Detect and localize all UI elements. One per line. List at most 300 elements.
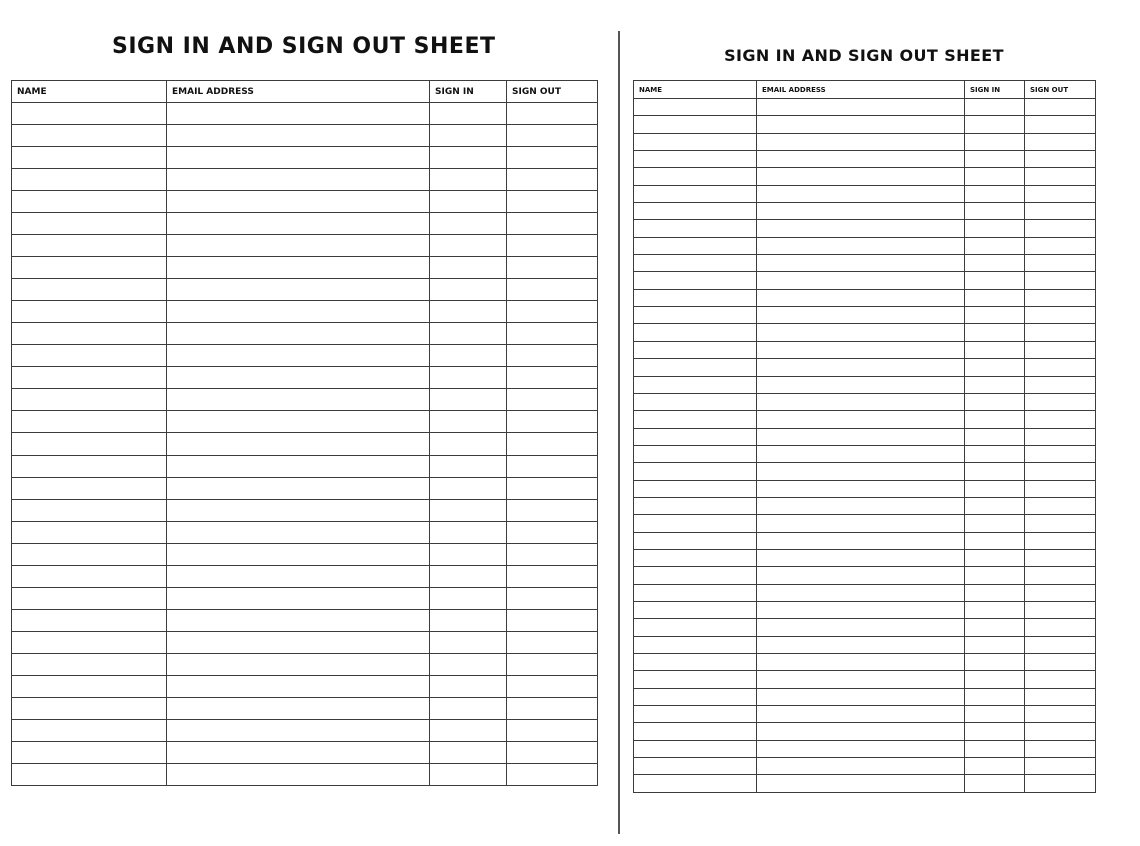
left-cell-email-address[interactable]: [167, 631, 430, 653]
right-cell-sign-in[interactable]: [965, 480, 1025, 497]
right-cell-email-address[interactable]: [757, 307, 965, 324]
left-cell-sign-out[interactable]: [507, 411, 598, 433]
left-cell-sign-in[interactable]: [430, 653, 507, 675]
right-cell-name[interactable]: [634, 567, 757, 584]
left-cell-sign-in[interactable]: [430, 455, 507, 477]
left-cell-name[interactable]: [12, 103, 167, 125]
left-cell-name[interactable]: [12, 763, 167, 785]
right-cell-sign-out[interactable]: [1025, 601, 1096, 618]
right-cell-sign-in[interactable]: [965, 497, 1025, 514]
right-cell-email-address[interactable]: [757, 654, 965, 671]
right-cell-email-address[interactable]: [757, 584, 965, 601]
right-cell-name[interactable]: [634, 549, 757, 566]
left-cell-email-address[interactable]: [167, 499, 430, 521]
right-cell-sign-out[interactable]: [1025, 116, 1096, 133]
right-cell-sign-in[interactable]: [965, 463, 1025, 480]
right-cell-sign-in[interactable]: [965, 168, 1025, 185]
left-cell-sign-in[interactable]: [430, 169, 507, 191]
left-cell-name[interactable]: [12, 301, 167, 323]
right-cell-email-address[interactable]: [757, 706, 965, 723]
right-cell-sign-out[interactable]: [1025, 480, 1096, 497]
right-cell-email-address[interactable]: [757, 567, 965, 584]
left-cell-name[interactable]: [12, 741, 167, 763]
right-cell-name[interactable]: [634, 307, 757, 324]
right-cell-email-address[interactable]: [757, 324, 965, 341]
right-cell-sign-out[interactable]: [1025, 220, 1096, 237]
left-cell-name[interactable]: [12, 279, 167, 301]
left-cell-sign-in[interactable]: [430, 235, 507, 257]
left-cell-email-address[interactable]: [167, 191, 430, 213]
left-cell-sign-out[interactable]: [507, 477, 598, 499]
right-cell-email-address[interactable]: [757, 740, 965, 757]
left-cell-name[interactable]: [12, 543, 167, 565]
right-cell-email-address[interactable]: [757, 601, 965, 618]
left-cell-email-address[interactable]: [167, 587, 430, 609]
right-cell-email-address[interactable]: [757, 688, 965, 705]
left-cell-sign-in[interactable]: [430, 609, 507, 631]
left-cell-email-address[interactable]: [167, 741, 430, 763]
right-cell-email-address[interactable]: [757, 428, 965, 445]
right-cell-name[interactable]: [634, 220, 757, 237]
left-cell-sign-in[interactable]: [430, 477, 507, 499]
left-cell-sign-out[interactable]: [507, 697, 598, 719]
right-cell-sign-in[interactable]: [965, 515, 1025, 532]
right-cell-name[interactable]: [634, 359, 757, 376]
left-cell-sign-out[interactable]: [507, 323, 598, 345]
right-cell-sign-in[interactable]: [965, 289, 1025, 306]
right-cell-sign-out[interactable]: [1025, 740, 1096, 757]
left-cell-sign-in[interactable]: [430, 741, 507, 763]
left-cell-sign-out[interactable]: [507, 499, 598, 521]
right-cell-sign-out[interactable]: [1025, 515, 1096, 532]
right-cell-email-address[interactable]: [757, 532, 965, 549]
right-cell-sign-out[interactable]: [1025, 428, 1096, 445]
left-table-row: [12, 235, 598, 257]
left-cell-email-address[interactable]: [167, 323, 430, 345]
right-cell-sign-in[interactable]: [965, 116, 1025, 133]
left-cell-email-address[interactable]: [167, 609, 430, 631]
right-cell-sign-in[interactable]: [965, 671, 1025, 688]
left-cell-sign-out[interactable]: [507, 191, 598, 213]
left-cell-email-address[interactable]: [167, 147, 430, 169]
left-cell-name[interactable]: [12, 587, 167, 609]
right-cell-email-address[interactable]: [757, 168, 965, 185]
right-cell-sign-in[interactable]: [965, 411, 1025, 428]
right-table-row: [634, 758, 1096, 775]
right-cell-sign-out[interactable]: [1025, 359, 1096, 376]
right-cell-sign-out[interactable]: [1025, 324, 1096, 341]
right-cell-email-address[interactable]: [757, 671, 965, 688]
left-cell-sign-in[interactable]: [430, 763, 507, 785]
left-cell-sign-in[interactable]: [430, 433, 507, 455]
right-cell-email-address[interactable]: [757, 99, 965, 116]
right-cell-email-address[interactable]: [757, 359, 965, 376]
right-cell-name[interactable]: [634, 376, 757, 393]
left-cell-sign-out[interactable]: [507, 279, 598, 301]
right-cell-sign-out[interactable]: [1025, 237, 1096, 254]
left-cell-sign-out[interactable]: [507, 741, 598, 763]
right-cell-name[interactable]: [634, 584, 757, 601]
left-cell-sign-out[interactable]: [507, 653, 598, 675]
right-cell-sign-out[interactable]: [1025, 151, 1096, 168]
right-cell-sign-out[interactable]: [1025, 497, 1096, 514]
left-cell-name[interactable]: [12, 697, 167, 719]
right-cell-email-address[interactable]: [757, 376, 965, 393]
right-cell-sign-in[interactable]: [965, 99, 1025, 116]
right-cell-sign-out[interactable]: [1025, 255, 1096, 272]
left-cell-sign-in[interactable]: [430, 719, 507, 741]
left-cell-name[interactable]: [12, 433, 167, 455]
left-cell-name[interactable]: [12, 631, 167, 653]
left-cell-sign-out[interactable]: [507, 367, 598, 389]
left-cell-email-address[interactable]: [167, 455, 430, 477]
right-cell-sign-in[interactable]: [965, 203, 1025, 220]
left-cell-email-address[interactable]: [167, 697, 430, 719]
right-cell-email-address[interactable]: [757, 775, 965, 792]
right-cell-sign-in[interactable]: [965, 272, 1025, 289]
right-cell-name[interactable]: [634, 151, 757, 168]
left-cell-sign-in[interactable]: [430, 521, 507, 543]
left-cell-sign-in[interactable]: [430, 191, 507, 213]
right-cell-sign-in[interactable]: [965, 775, 1025, 792]
right-cell-sign-out[interactable]: [1025, 272, 1096, 289]
right-cell-name[interactable]: [634, 133, 757, 150]
left-cell-email-address[interactable]: [167, 345, 430, 367]
right-cell-email-address[interactable]: [757, 393, 965, 410]
right-cell-name[interactable]: [634, 445, 757, 462]
right-cell-name[interactable]: [634, 116, 757, 133]
left-cell-email-address[interactable]: [167, 763, 430, 785]
left-cell-email-address[interactable]: [167, 301, 430, 323]
left-cell-name[interactable]: [12, 521, 167, 543]
right-cell-email-address[interactable]: [757, 463, 965, 480]
left-cell-name[interactable]: [12, 477, 167, 499]
left-table-row: [12, 213, 598, 235]
right-cell-name[interactable]: [634, 324, 757, 341]
right-table-row: [634, 168, 1096, 185]
right-cell-name[interactable]: [634, 99, 757, 116]
right-cell-sign-in[interactable]: [965, 359, 1025, 376]
right-cell-name[interactable]: [634, 463, 757, 480]
left-cell-sign-in[interactable]: [430, 279, 507, 301]
left-cell-name[interactable]: [12, 565, 167, 587]
right-cell-sign-out[interactable]: [1025, 289, 1096, 306]
left-cell-sign-in[interactable]: [430, 411, 507, 433]
right-cell-name[interactable]: [634, 740, 757, 757]
right-cell-sign-out[interactable]: [1025, 688, 1096, 705]
right-cell-sign-in[interactable]: [965, 567, 1025, 584]
left-cell-sign-in[interactable]: [430, 103, 507, 125]
right-cell-name[interactable]: [634, 515, 757, 532]
right-cell-email-address[interactable]: [757, 515, 965, 532]
right-cell-name[interactable]: [634, 411, 757, 428]
right-cell-name[interactable]: [634, 654, 757, 671]
right-cell-sign-in[interactable]: [965, 636, 1025, 653]
left-cell-email-address[interactable]: [167, 433, 430, 455]
left-cell-name[interactable]: [12, 389, 167, 411]
right-cell-sign-in[interactable]: [965, 619, 1025, 636]
left-cell-sign-out[interactable]: [507, 235, 598, 257]
right-table-row: [634, 549, 1096, 566]
right-cell-name[interactable]: [634, 758, 757, 775]
right-cell-email-address[interactable]: [757, 549, 965, 566]
right-cell-sign-in[interactable]: [965, 237, 1025, 254]
left-cell-sign-in[interactable]: [430, 543, 507, 565]
left-cell-email-address[interactable]: [167, 477, 430, 499]
left-cell-name[interactable]: [12, 257, 167, 279]
left-cell-sign-out[interactable]: [507, 257, 598, 279]
left-cell-sign-out[interactable]: [507, 675, 598, 697]
right-cell-name[interactable]: [634, 203, 757, 220]
left-cell-sign-out[interactable]: [507, 543, 598, 565]
left-cell-name[interactable]: [12, 455, 167, 477]
left-header-row: [12, 81, 598, 103]
right-cell-sign-in[interactable]: [965, 220, 1025, 237]
right-cell-sign-out[interactable]: [1025, 584, 1096, 601]
left-cell-email-address[interactable]: [167, 125, 430, 147]
right-cell-email-address[interactable]: [757, 185, 965, 202]
left-table-row: [12, 455, 598, 477]
right-cell-email-address[interactable]: [757, 480, 965, 497]
left-cell-email-address[interactable]: [167, 235, 430, 257]
right-cell-sign-in[interactable]: [965, 341, 1025, 358]
right-cell-sign-in[interactable]: [965, 376, 1025, 393]
left-cell-email-address[interactable]: [167, 367, 430, 389]
left-cell-sign-out[interactable]: [507, 345, 598, 367]
left-cell-sign-out[interactable]: [507, 103, 598, 125]
left-cell-email-address[interactable]: [167, 103, 430, 125]
left-table-row: [12, 279, 598, 301]
left-cell-name[interactable]: [12, 653, 167, 675]
left-cell-sign-out[interactable]: [507, 763, 598, 785]
right-cell-name[interactable]: [634, 775, 757, 792]
right-cell-name[interactable]: [634, 237, 757, 254]
right-cell-sign-in[interactable]: [965, 151, 1025, 168]
right-cell-sign-out[interactable]: [1025, 376, 1096, 393]
left-cell-sign-out[interactable]: [507, 455, 598, 477]
left-cell-name[interactable]: [12, 125, 167, 147]
left-cell-sign-in[interactable]: [430, 147, 507, 169]
left-cell-sign-out[interactable]: [507, 587, 598, 609]
left-cell-sign-out[interactable]: [507, 169, 598, 191]
right-cell-sign-out[interactable]: [1025, 185, 1096, 202]
right-cell-name[interactable]: [634, 428, 757, 445]
left-cell-sign-in[interactable]: [430, 389, 507, 411]
right-cell-email-address[interactable]: [757, 272, 965, 289]
right-cell-sign-out[interactable]: [1025, 671, 1096, 688]
left-cell-sign-out[interactable]: [507, 609, 598, 631]
right-cell-email-address[interactable]: [757, 151, 965, 168]
left-cell-email-address[interactable]: [167, 521, 430, 543]
right-cell-email-address[interactable]: [757, 758, 965, 775]
left-cell-sign-out[interactable]: [507, 301, 598, 323]
left-cell-sign-in[interactable]: [430, 213, 507, 235]
right-cell-sign-out[interactable]: [1025, 463, 1096, 480]
right-cell-sign-in[interactable]: [965, 706, 1025, 723]
left-cell-name[interactable]: [12, 213, 167, 235]
left-cell-name[interactable]: [12, 323, 167, 345]
left-cell-name[interactable]: [12, 367, 167, 389]
left-cell-sign-out[interactable]: [507, 433, 598, 455]
right-cell-sign-in[interactable]: [965, 428, 1025, 445]
right-cell-name[interactable]: [634, 723, 757, 740]
left-cell-sign-in[interactable]: [430, 697, 507, 719]
left-cell-sign-in[interactable]: [430, 323, 507, 345]
right-table-row: [634, 99, 1096, 116]
left-cell-name[interactable]: [12, 169, 167, 191]
left-cell-name[interactable]: [12, 719, 167, 741]
left-cell-email-address[interactable]: [167, 565, 430, 587]
right-cell-email-address[interactable]: [757, 411, 965, 428]
right-cell-sign-in[interactable]: [965, 688, 1025, 705]
right-cell-email-address[interactable]: [757, 619, 965, 636]
right-cell-name[interactable]: [634, 255, 757, 272]
right-cell-sign-in[interactable]: [965, 654, 1025, 671]
left-cell-name[interactable]: [12, 345, 167, 367]
left-cell-email-address[interactable]: [167, 653, 430, 675]
right-cell-email-address[interactable]: [757, 289, 965, 306]
right-cell-sign-out[interactable]: [1025, 411, 1096, 428]
left-cell-email-address[interactable]: [167, 213, 430, 235]
right-cell-email-address[interactable]: [757, 133, 965, 150]
right-cell-sign-in[interactable]: [965, 549, 1025, 566]
left-cell-sign-out[interactable]: [507, 565, 598, 587]
left-cell-sign-in[interactable]: [430, 345, 507, 367]
right-cell-name[interactable]: [634, 168, 757, 185]
left-cell-sign-out[interactable]: [507, 125, 598, 147]
right-cell-name[interactable]: [634, 272, 757, 289]
left-cell-name[interactable]: [12, 499, 167, 521]
left-cell-email-address[interactable]: [167, 257, 430, 279]
left-cell-sign-in[interactable]: [430, 125, 507, 147]
left-cell-sign-out[interactable]: [507, 147, 598, 169]
right-cell-name[interactable]: [634, 688, 757, 705]
right-cell-name[interactable]: [634, 601, 757, 618]
right-cell-email-address[interactable]: [757, 723, 965, 740]
left-cell-name[interactable]: [12, 147, 167, 169]
right-cell-email-address[interactable]: [757, 445, 965, 462]
left-cell-sign-in[interactable]: [430, 675, 507, 697]
left-cell-name[interactable]: [12, 191, 167, 213]
right-cell-sign-in[interactable]: [965, 445, 1025, 462]
right-cell-sign-out[interactable]: [1025, 549, 1096, 566]
left-table-row: [12, 323, 598, 345]
left-table-row: [12, 477, 598, 499]
left-cell-sign-in[interactable]: [430, 301, 507, 323]
left-cell-sign-out[interactable]: [507, 521, 598, 543]
right-table-row: [634, 775, 1096, 792]
right-cell-name[interactable]: [634, 619, 757, 636]
right-cell-sign-out[interactable]: [1025, 758, 1096, 775]
right-cell-email-address[interactable]: [757, 341, 965, 358]
right-cell-sign-in[interactable]: [965, 185, 1025, 202]
left-cell-name[interactable]: [12, 609, 167, 631]
left-cell-sign-in[interactable]: [430, 587, 507, 609]
right-cell-sign-out[interactable]: [1025, 99, 1096, 116]
right-cell-name[interactable]: [634, 532, 757, 549]
right-cell-email-address[interactable]: [757, 116, 965, 133]
right-cell-sign-in[interactable]: [965, 723, 1025, 740]
right-cell-sign-out[interactable]: [1025, 706, 1096, 723]
left-cell-sign-in[interactable]: [430, 565, 507, 587]
right-cell-sign-out[interactable]: [1025, 133, 1096, 150]
right-cell-sign-in[interactable]: [965, 324, 1025, 341]
right-cell-sign-in[interactable]: [965, 532, 1025, 549]
right-cell-sign-in[interactable]: [965, 584, 1025, 601]
right-cell-email-address[interactable]: [757, 255, 965, 272]
left-cell-email-address[interactable]: [167, 279, 430, 301]
right-cell-email-address[interactable]: [757, 497, 965, 514]
right-cell-sign-in[interactable]: [965, 255, 1025, 272]
right-cell-sign-out[interactable]: [1025, 307, 1096, 324]
right-cell-name[interactable]: [634, 185, 757, 202]
right-cell-name[interactable]: [634, 671, 757, 688]
left-cell-email-address[interactable]: [167, 169, 430, 191]
right-cell-email-address[interactable]: [757, 636, 965, 653]
right-cell-sign-out[interactable]: [1025, 567, 1096, 584]
right-cell-name[interactable]: [634, 636, 757, 653]
right-cell-sign-out[interactable]: [1025, 445, 1096, 462]
right-cell-name[interactable]: [634, 341, 757, 358]
right-cell-email-address[interactable]: [757, 237, 965, 254]
left-cell-sign-out[interactable]: [507, 631, 598, 653]
right-cell-name[interactable]: [634, 289, 757, 306]
right-cell-sign-in[interactable]: [965, 601, 1025, 618]
right-cell-sign-out[interactable]: [1025, 203, 1096, 220]
right-cell-sign-out[interactable]: [1025, 619, 1096, 636]
right-cell-sign-out[interactable]: [1025, 341, 1096, 358]
left-cell-email-address[interactable]: [167, 675, 430, 697]
right-cell-sign-in[interactable]: [965, 393, 1025, 410]
left-cell-sign-in[interactable]: [430, 499, 507, 521]
left-cell-name[interactable]: [12, 235, 167, 257]
right-cell-name[interactable]: [634, 497, 757, 514]
right-cell-sign-in[interactable]: [965, 307, 1025, 324]
right-cell-sign-out[interactable]: [1025, 636, 1096, 653]
right-cell-name[interactable]: [634, 480, 757, 497]
right-cell-sign-out[interactable]: [1025, 532, 1096, 549]
right-table-row: [634, 220, 1096, 237]
right-table-row: [634, 723, 1096, 740]
left-cell-email-address[interactable]: [167, 543, 430, 565]
right-cell-name[interactable]: [634, 393, 757, 410]
right-cell-sign-out[interactable]: [1025, 168, 1096, 185]
right-cell-sign-in[interactable]: [965, 133, 1025, 150]
right-table-row: [634, 654, 1096, 671]
right-cell-sign-out[interactable]: [1025, 723, 1096, 740]
left-cell-name[interactable]: [12, 675, 167, 697]
left-cell-sign-in[interactable]: [430, 367, 507, 389]
right-table-row: [634, 584, 1096, 601]
right-cell-sign-in[interactable]: [965, 740, 1025, 757]
left-cell-email-address[interactable]: [167, 719, 430, 741]
right-cell-sign-in[interactable]: [965, 758, 1025, 775]
left-cell-email-address[interactable]: [167, 389, 430, 411]
right-cell-email-address[interactable]: [757, 203, 965, 220]
left-cell-sign-out[interactable]: [507, 213, 598, 235]
left-cell-email-address[interactable]: [167, 411, 430, 433]
left-cell-sign-in[interactable]: [430, 257, 507, 279]
left-cell-name[interactable]: [12, 411, 167, 433]
right-cell-sign-out[interactable]: [1025, 393, 1096, 410]
left-cell-sign-out[interactable]: [507, 719, 598, 741]
right-cell-email-address[interactable]: [757, 220, 965, 237]
right-cell-sign-out[interactable]: [1025, 654, 1096, 671]
left-cell-sign-in[interactable]: [430, 631, 507, 653]
left-cell-sign-out[interactable]: [507, 389, 598, 411]
right-cell-sign-out[interactable]: [1025, 775, 1096, 792]
right-cell-name[interactable]: [634, 706, 757, 723]
